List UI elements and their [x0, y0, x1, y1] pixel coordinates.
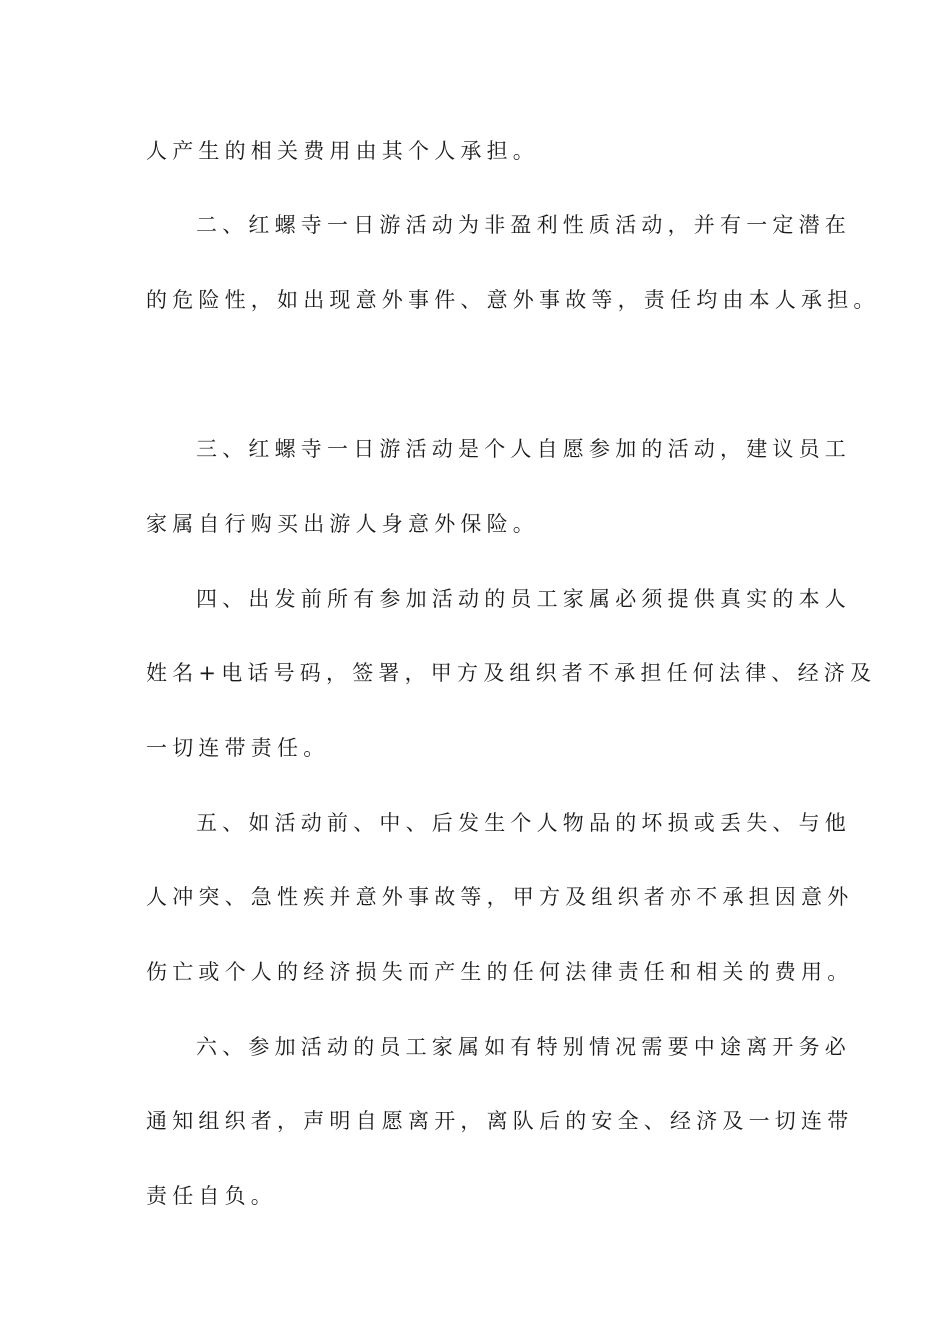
- clause-2-line-1: 二、红螺寺一日游活动为非盈利性质活动，并有一定潜在: [196, 213, 851, 237]
- clause-6-line-2: 通知组织者，声明自愿离开，离队后的安全、经济及一切连带: [146, 1109, 854, 1133]
- clause-4-line-1: 四、出发前所有参加活动的员工家属必须提供真实的本人: [196, 587, 851, 611]
- clause-2-line-2: 的危险性，如出现意外事件、意外事故等，责任均由本人承担。: [146, 288, 880, 312]
- text-line-1: 人产生的相关费用由其个人承担。: [146, 139, 539, 163]
- clause-5-line-1: 五、如活动前、中、后发生个人物品的坏损或丢失、与他: [196, 811, 851, 835]
- clause-6-line-1: 六、参加活动的员工家属如有特别情况需要中途离开务必: [196, 1035, 851, 1059]
- clause-6-line-3: 责任自负。: [146, 1184, 277, 1208]
- clause-4-line-3: 一切连带责任。: [146, 736, 330, 760]
- clause-3-line-2: 家属自行购买出游人身意外保险。: [146, 512, 539, 536]
- clause-5-line-2: 人冲突、急性疾并意外事故等，甲方及组织者亦不承担因意外: [146, 885, 854, 909]
- clause-5-line-3: 伤亡或个人的经济损失而产生的任何法律责任和相关的费用。: [146, 960, 854, 984]
- clause-3-line-1: 三、红螺寺一日游活动是个人自愿参加的活动，建议员工: [196, 437, 851, 461]
- clause-4-line-2: 姓名+电话号码，签署，甲方及组织者不承担任何法律、经济及: [146, 661, 877, 685]
